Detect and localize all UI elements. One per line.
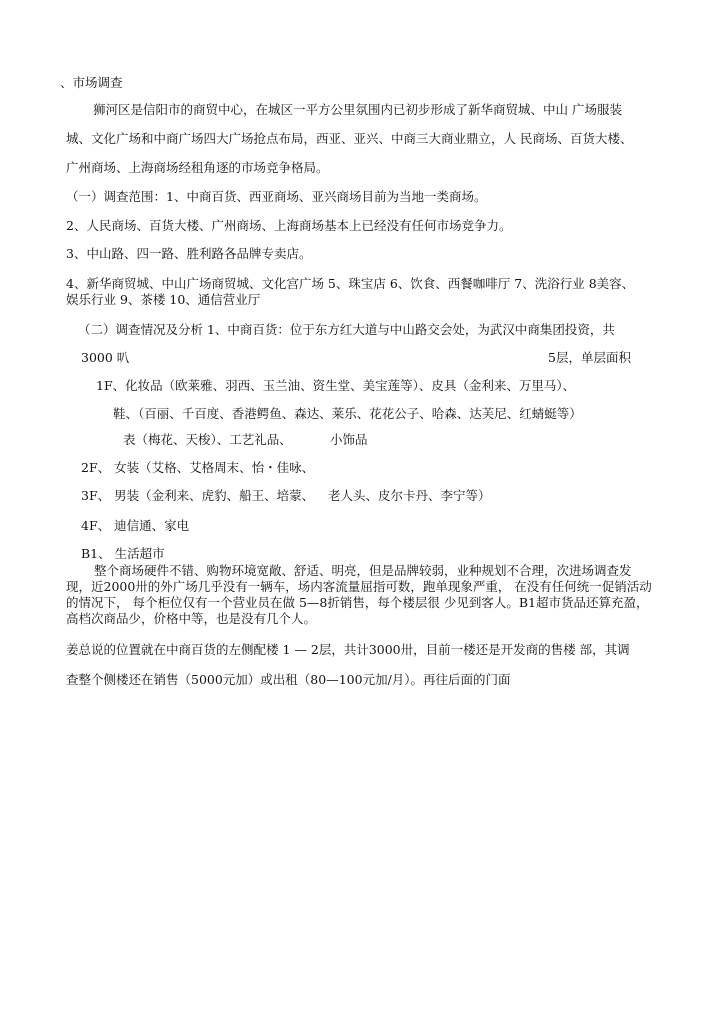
floor-2f: 2F、 女装（艾格、艾格周末、怡・佳咏、 [81,460,315,475]
floor-4f: 4F、 迪信通、家电 [81,518,190,533]
scope-line-3: 3、中山路、四一路、胜利路各品牌专卖店。 [66,246,312,261]
b1-description: 整个商场硬件不错、购物环境宽敞、舒适、明亮，但是品牌较弱，业种规划不合理，次进场调查发现，近2000卅的外广场几乎没有一辆车，场内客流量屈指可数，跑单现象严重， 在没有任何统一促销活动的情况下， 每个柜位仅有一个营业员在做 5—8折销售，每个楼层很 少见到客人。B1超市货品还算充盈，高档次商品少，价格中等，也是没有几个人。 [66,563,652,626]
analysis-area-right: 5层，单层面积 [548,350,631,365]
scope-line-1: （一）调查范围：1、中商百货、西亚商场、亚兴商场目前为当地一类商场。 [66,189,487,204]
intro-line-2: 城、文化广场和中商广场四大广场抢点布局，西亚、亚兴、中商三大商业鼎立，人 民商场、百货大楼、 [66,131,633,146]
closing-line-1: 姜总说的位置就在中商百货的左侧配楼 1 — 2层，共计3000卅，目前一楼还是开发商的售楼 部，其调 [66,642,630,657]
section-heading: 、市场调查 [60,75,123,90]
analysis-intro: （二）调查情况及分析 1、中商百货：位于东方红大道与中山路交会处，为武汉中商集团投资，共 [78,322,615,337]
scope-line-4a: 4、新华商贸城、中山广场商贸城、文化宫广场 5、珠宝店 6、饮食、西餐咖啡厅 7、洗浴行业 8美容、 [66,276,635,291]
floor-3f-a: 3F、 男装（金利来、虎豹、船王、培蒙、 [81,488,315,503]
floor-1f-line-a: 1F、化妆品（欧莱雅、羽西、玉兰油、资生堂、美宝莲等）、皮具（金利来、万里马）、 [96,378,576,393]
analysis-area-left: 3000 叭 [81,350,130,365]
floor-1f-line-c1: 表（梅花、天梭）、工艺礼品、 [123,432,292,447]
floor-1f-line-b: 鞋、（百丽、千百度、香港鳄鱼、森达、莱乐、花花公子、哈森、达芙尼、红蜻蜓等） [113,406,582,421]
intro-line-1: 狮河区是信阳市的商贸中心，在城区一平方公里氛围内已初步形成了新华商贸城、中山 广场服装 [93,102,622,117]
floor-b1: B1、 生活超市 [81,546,165,561]
intro-line-3: 广州商场、上海商场经租角逐的市场竞争格局。 [66,160,329,175]
floor-1f-line-c2: 小饰品 [330,432,368,447]
scope-line-2: 2、人民商场、百货大楼、广州商场、上海商场基本上已经没有任何市场竞争力。 [66,218,512,233]
closing-line-2: 查整个侧楼还在销售（5000元加）或出租（80—100元加/月）。再往后面的门面 [66,672,511,687]
floor-3f-b: 老人头、皮尔卡丹、李宁等） [328,488,491,503]
scope-line-4b: 娱乐行业 9、茶楼 10、通信营业厅 [66,292,261,307]
